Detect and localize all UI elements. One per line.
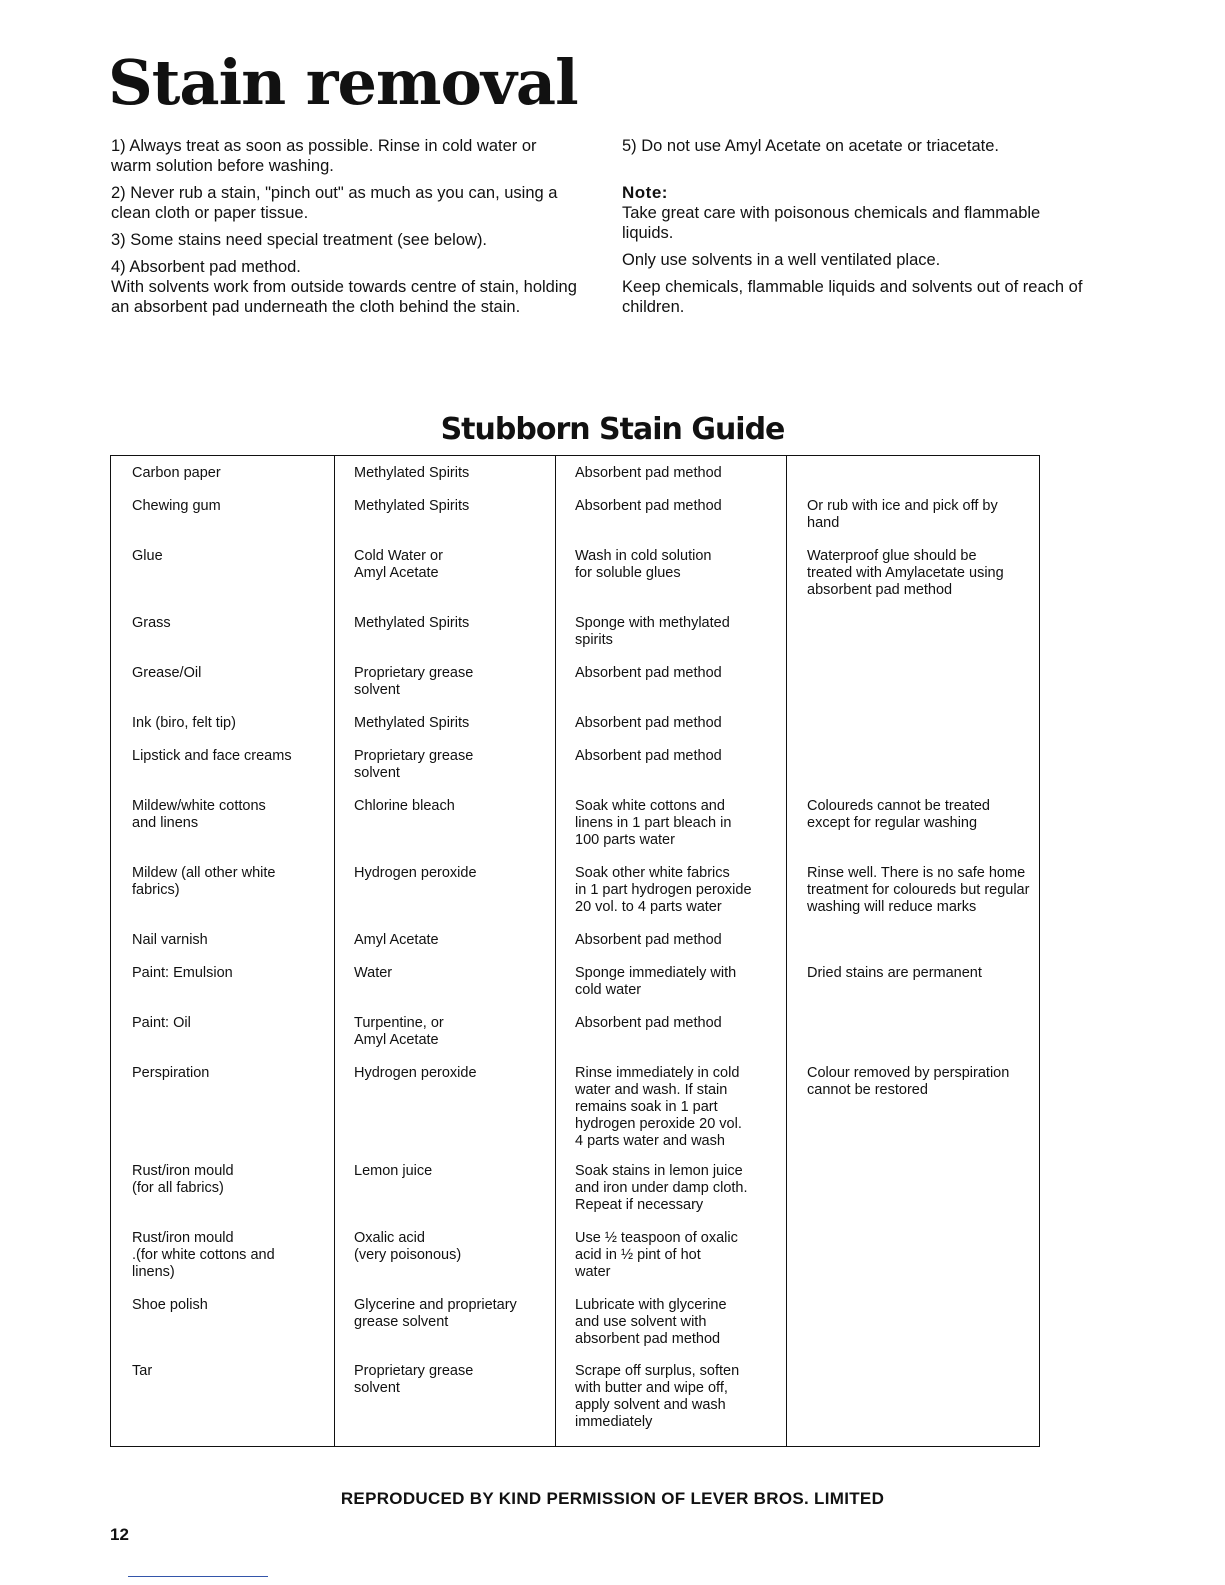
cell-line: apply solvent and wash (575, 1397, 726, 1413)
agent-cell (354, 1163, 554, 1180)
cell-line: and use solvent with (575, 1314, 707, 1330)
cell-line: 4 parts water and wash (575, 1133, 725, 1149)
cell-line: solvent (354, 1380, 400, 1396)
footer-credit: REPRODUCED BY KIND PERMISSION OF LEVER BROS. LIMITED (340, 1489, 885, 1508)
cell-line: Absorbent pad method (575, 665, 722, 681)
cell-line: solvent (354, 765, 400, 781)
cell-line: Wash in cold solution (575, 548, 712, 564)
cell-line: Absorbent pad method (575, 748, 722, 764)
cell-line: washing will reduce marks (807, 899, 977, 915)
cell-line: hand (807, 515, 840, 531)
cell-line: treated with Amylacetate using (807, 565, 1004, 581)
note-3: Keep chemicals, flammable liquids and solvents out of reach of children. (622, 278, 1083, 316)
cell-line: and linens (132, 815, 199, 831)
cell-line: Lubricate with glycerine (575, 1297, 727, 1313)
cell-line: (for all fabrics) (132, 1180, 224, 1196)
notes-cell (807, 965, 1037, 982)
agent-cell (354, 498, 554, 515)
cell-line: Proprietary grease (354, 665, 474, 681)
cell-line: water (575, 1264, 611, 1280)
cell-line: Proprietary grease (354, 748, 474, 764)
cell-line: Chlorine bleach (354, 798, 455, 814)
cell-line: Sponge immediately with (575, 965, 737, 981)
cell-line: Lipstick and face creams (132, 748, 292, 764)
cell-line: Glycerine and proprietary (354, 1297, 517, 1313)
cell-line: Repeat if necessary (575, 1197, 704, 1213)
cell-line: Methylated Spirits (354, 465, 470, 481)
method-cell (575, 865, 785, 916)
method-cell (575, 1065, 785, 1150)
cell-line: Absorbent pad method (575, 715, 722, 731)
note-1: Take great care with poisonous chemicals and flammable liquids. (622, 204, 1041, 242)
cell-line: acid in ½ pint of hot (575, 1247, 701, 1263)
note-2: Only use solvents in a well ventilated place. (622, 251, 941, 269)
method-cell (575, 665, 785, 682)
cell-line: remains soak in 1 part (575, 1099, 718, 1115)
cell-line: Or rub with ice and pick off by (807, 498, 998, 514)
cell-line: Chewing gum (132, 498, 221, 514)
stain-cell (132, 1015, 332, 1032)
note-heading: Note: (622, 183, 668, 202)
cell-line: Absorbent pad method (575, 498, 722, 514)
notes-cell (807, 548, 1037, 599)
cell-line: Use ½ teaspoon of oxalic (575, 1230, 738, 1246)
cell-line: (very poisonous) (354, 1247, 462, 1263)
agent-cell (354, 965, 554, 982)
agent-cell (354, 615, 554, 632)
cell-line: cold water (575, 982, 642, 998)
cell-line: Shoe polish (132, 1297, 208, 1313)
method-cell (575, 932, 785, 949)
stain-cell (132, 932, 332, 949)
cell-line: Soak stains in lemon juice (575, 1163, 743, 1179)
cell-line: for soluble glues (575, 565, 681, 581)
cell-line: Glue (132, 548, 163, 564)
cell-line: Lemon juice (354, 1163, 433, 1179)
stain-guide-table (110, 455, 1040, 1447)
notes-cell (807, 1065, 1037, 1099)
cell-line: Absorbent pad method (575, 932, 722, 948)
cell-line: 20 vol. to 4 parts water (575, 899, 722, 915)
method-cell (575, 1297, 785, 1348)
cell-line: absorbent pad method (807, 582, 953, 598)
agent-cell (354, 1363, 554, 1397)
stain-cell (132, 498, 332, 515)
cell-line: Ink (biro, felt tip) (132, 715, 236, 731)
instruction-1: 1) Always treat as soon as possible. Rinse in cold water or warm solution before washing. (111, 137, 537, 175)
cell-line: Soak other white fabrics (575, 865, 730, 881)
agent-cell (354, 1065, 554, 1082)
stain-cell (132, 748, 332, 765)
cell-line: Amyl Acetate (354, 565, 439, 581)
method-cell (575, 748, 785, 765)
cell-line: Rinse well. There is no safe home (807, 865, 1026, 881)
instructions-left (111, 136, 581, 324)
method-cell (575, 1363, 785, 1431)
method-cell (575, 1163, 785, 1214)
cell-line: Sponge with methylated (575, 615, 730, 631)
method-cell (575, 615, 785, 649)
agent-cell (354, 548, 554, 582)
notes-cell (807, 498, 1037, 532)
cell-line: Absorbent pad method (575, 465, 722, 481)
cell-line: and iron under damp cloth. (575, 1180, 748, 1196)
stain-cell (132, 1297, 332, 1314)
cell-line: Methylated Spirits (354, 615, 470, 631)
cell-line: Rust/iron mould (132, 1163, 234, 1179)
agent-cell (354, 465, 554, 482)
cell-line: Tar (132, 1363, 153, 1379)
instruction-5: 5) Do not use Amyl Acetate on acetate or triacetate. (622, 137, 999, 155)
page-title: Stain removal (108, 46, 578, 119)
cell-line: Grass (132, 615, 171, 631)
cell-line: grease solvent (354, 1314, 449, 1330)
method-cell (575, 965, 785, 999)
stain-cell (132, 865, 332, 899)
agent-cell (354, 798, 554, 815)
stain-cell (132, 548, 332, 565)
guide-title: Stubborn Stain Guide (440, 412, 785, 447)
cell-line: Grease/Oil (132, 665, 202, 681)
cell-line: Rust/iron mould (132, 1230, 234, 1246)
agent-cell (354, 865, 554, 882)
cell-line: in 1 part hydrogen peroxide (575, 882, 752, 898)
cell-line: Methylated Spirits (354, 715, 470, 731)
cell-line: absorbent pad method (575, 1331, 721, 1347)
stain-cell (132, 1065, 332, 1082)
cell-line: water and wash. If stain (575, 1082, 728, 1098)
cell-line: Cold Water or (354, 548, 443, 564)
notes-cell (807, 865, 1037, 916)
agent-cell (354, 932, 554, 949)
cell-line: Amyl Acetate (354, 1032, 439, 1048)
method-cell (575, 498, 785, 515)
cell-line: Colour removed by perspiration (807, 1065, 1010, 1081)
instruction-3: 3) Some stains need special treatment (see below). (111, 231, 488, 249)
cell-line: Hydrogen peroxide (354, 1065, 477, 1081)
agent-cell (354, 1015, 554, 1049)
method-cell (575, 715, 785, 732)
cell-line: .(for white cottons and (132, 1247, 275, 1263)
agent-cell (354, 715, 554, 732)
cell-line: Rinse immediately in cold (575, 1065, 740, 1081)
stain-cell (132, 965, 332, 982)
method-cell (575, 465, 785, 482)
instructions-right (622, 136, 1092, 324)
cell-line: fabrics) (132, 882, 180, 898)
instruction-2: 2) Never rub a stain, "pinch out" as much as you can, using a clean cloth or paper tissue. (111, 184, 558, 222)
method-cell (575, 1230, 785, 1281)
cell-line: Proprietary grease (354, 1363, 474, 1379)
agent-cell (354, 1230, 554, 1264)
method-cell (575, 798, 785, 849)
column-divider (555, 456, 556, 1446)
cell-line: hydrogen peroxide 20 vol. (575, 1116, 742, 1132)
cell-line: linens) (132, 1264, 175, 1280)
method-cell (575, 1015, 785, 1032)
agent-cell (354, 748, 554, 782)
stain-cell (132, 615, 332, 632)
agent-cell (354, 665, 554, 699)
page-number: 12 (110, 1525, 129, 1544)
cell-line: treatment for coloureds but regular (807, 882, 1030, 898)
cell-line: Turpentine, or (354, 1015, 444, 1031)
cell-line: Paint: Emulsion (132, 965, 233, 981)
cell-line: Scrape off surplus, soften (575, 1363, 740, 1379)
agent-cell (354, 1297, 554, 1331)
stain-cell (132, 665, 332, 682)
stain-cell (132, 1163, 332, 1197)
cell-line: linens in 1 part bleach in (575, 815, 732, 831)
bottom-rule (128, 1576, 268, 1577)
cell-line: immediately (575, 1414, 653, 1430)
cell-line: Soak white cottons and (575, 798, 725, 814)
column-divider (334, 456, 335, 1446)
method-cell (575, 548, 785, 582)
cell-line: Amyl Acetate (354, 932, 439, 948)
cell-line: with butter and wipe off, (575, 1380, 728, 1396)
cell-line: Nail varnish (132, 932, 208, 948)
stain-cell (132, 1363, 332, 1380)
cell-line: Absorbent pad method (575, 1015, 722, 1031)
notes-cell (807, 798, 1037, 832)
cell-line: cannot be restored (807, 1082, 928, 1098)
cell-line: 100 parts water (575, 832, 675, 848)
cell-line: spirits (575, 632, 613, 648)
cell-line: Coloureds cannot be treated (807, 798, 990, 814)
cell-line: Methylated Spirits (354, 498, 470, 514)
cell-line: Mildew (all other white (132, 865, 276, 881)
instruction-4: 4) Absorbent pad method. With solvents work from outside towards centre of stain, holding an absorbent pad underneath the cloth behind the stain. (111, 258, 577, 316)
stain-cell (132, 1230, 332, 1281)
cell-line: Carbon paper (132, 465, 221, 481)
cell-line: Paint: Oil (132, 1015, 191, 1031)
stain-cell (132, 465, 332, 482)
cell-line: Mildew/white cottons (132, 798, 266, 814)
stain-cell (132, 715, 332, 732)
stain-cell (132, 798, 332, 832)
cell-line: Water (354, 965, 393, 981)
cell-line: solvent (354, 682, 400, 698)
cell-line: Waterproof glue should be (807, 548, 977, 564)
cell-line: Perspiration (132, 1065, 210, 1081)
cell-line: Oxalic acid (354, 1230, 425, 1246)
cell-line: except for regular washing (807, 815, 978, 831)
cell-line: Dried stains are permanent (807, 965, 982, 981)
column-divider (786, 456, 787, 1446)
cell-line: Hydrogen peroxide (354, 865, 477, 881)
